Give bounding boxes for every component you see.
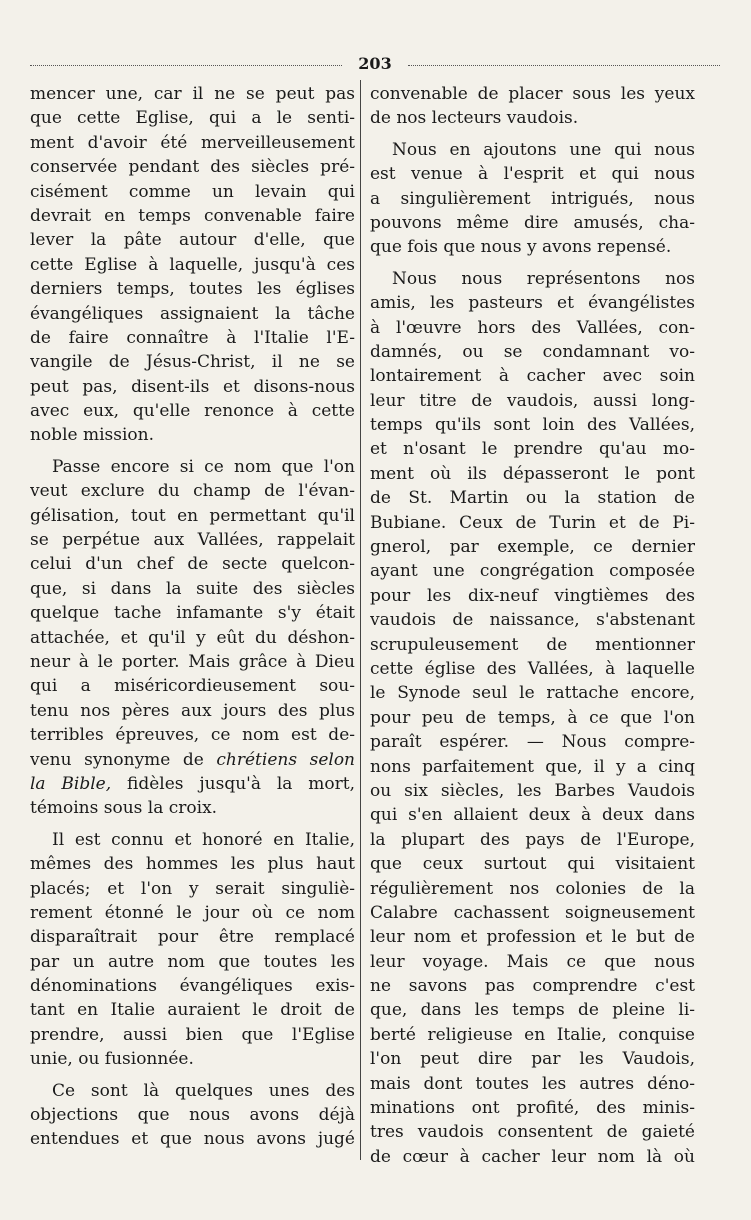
text-run: veut exclure du champ de l'évan- [30, 481, 355, 502]
text-line [370, 633, 695, 657]
text-run: que, si dans la suite des siècles [30, 578, 355, 599]
text-line [370, 681, 695, 705]
text-run: cisément comme un levain qui [30, 181, 355, 202]
text-line [370, 559, 695, 583]
text-run: mencer une, car il ne se peut pas [30, 84, 355, 104]
text-run: que, dans les temps de pleine li- [370, 1000, 695, 1021]
text-run: berté religieuse en Italie, conquise [370, 1024, 695, 1045]
text-run: placés; et l'on y serait singuliè- [30, 878, 355, 899]
text-run: peut pas, disent-ils et disons-nous [30, 376, 355, 397]
text-line [30, 528, 355, 552]
text-run: tant en Italie auraient le droit de [30, 1000, 355, 1021]
text-line [30, 326, 355, 350]
text-line [370, 413, 695, 437]
text-run: damnés, ou se condamnant vo- [370, 341, 695, 362]
text-run: tenu nos pères aux jours des plus [30, 700, 355, 721]
text-line [370, 340, 695, 364]
text-run: objections que nous avons déjà [30, 1105, 355, 1126]
text-run: que cette Eglise, qui a le senti- [30, 108, 355, 129]
text-line [370, 584, 695, 608]
text-line [370, 211, 695, 235]
text-line [370, 608, 695, 632]
text-run: de nos lecteurs vaudois. [370, 108, 579, 129]
text-line [370, 1023, 695, 1047]
text-run: se perpétue aux Vallées, rappelait [30, 530, 355, 551]
text-line [30, 901, 355, 925]
text-line [30, 674, 355, 698]
text-run: conservée pendant des siècles pré- [30, 157, 355, 178]
text-line [370, 462, 695, 486]
text-run: Il est connu et honoré en Italie, [52, 829, 355, 850]
text-run: venu synonyme de [30, 749, 217, 770]
text-line [30, 650, 355, 674]
text-line [30, 1047, 355, 1071]
text-run: avec eux, qu'elle renonce à cette [30, 401, 355, 422]
text-run: minations ont profité, des minis- [370, 1098, 695, 1119]
text-line [370, 730, 695, 754]
text-line [30, 350, 355, 374]
text-line [30, 253, 355, 277]
text-run: Bubiane. Ceux de Turin et de Pi- [370, 512, 695, 533]
text-line [30, 106, 355, 130]
text-run: nons parfaitement que, il y a cinq [370, 756, 695, 777]
text-line [30, 796, 355, 820]
text-run: rement étonné le jour où ce nom [30, 902, 355, 923]
text-line [370, 877, 695, 901]
text-run: a singulièrement intrigués, nous [370, 188, 695, 209]
text-line [30, 131, 355, 155]
text-line [30, 699, 355, 723]
text-run: leur voyage. Mais ce que nous [370, 951, 695, 972]
text-run: cette église des Vallées, à laquelle [370, 658, 695, 679]
text-line [30, 626, 355, 650]
text-run: Calabre cachassent soigneusement [370, 902, 695, 923]
text-line [370, 535, 695, 559]
text-run: gélisation, tout en permettant qu'il [30, 505, 355, 526]
text-line [370, 706, 695, 730]
text-line [370, 106, 695, 130]
text-run: ne savons pas comprendre c'est [370, 976, 695, 997]
right-text-column [370, 82, 695, 1169]
text-line [30, 852, 355, 876]
text-run: Passe encore si ce nom que l'on [52, 456, 355, 477]
text-run: lontairement à cacher avec soin [370, 366, 695, 387]
text-line [30, 204, 355, 228]
text-run: que fois que nous y avons repensé. [370, 237, 672, 258]
text-line [370, 901, 695, 925]
text-run: de faire connaître à l'Italie l'E- [30, 327, 355, 348]
text-line [30, 479, 355, 503]
text-run: temps qu'ils sont loin des Vallées, [370, 415, 695, 436]
text-run: par un autre nom que toutes les [30, 951, 355, 972]
text-run: le Synode seul le rattache encore, [370, 683, 695, 704]
text-run: dénominations évangéliques exis- [30, 976, 355, 997]
text-line [370, 267, 695, 291]
text-line [30, 455, 355, 479]
text-run: pour peu de temps, à ce que l'on [370, 707, 695, 728]
text-line [370, 779, 695, 803]
text-line [30, 155, 355, 179]
text-line [370, 316, 695, 340]
text-run: devrait en temps convenable faire [30, 205, 355, 226]
text-run: Nous nous représentons nos [392, 268, 695, 289]
text-run: à l'œuvre hors des Vallées, con- [370, 317, 695, 338]
text-line [30, 375, 355, 399]
text-run: pouvons même dire amusés, cha- [370, 212, 695, 233]
page-header [30, 52, 720, 76]
text-run: fidèles jusqu'à la mort, [111, 773, 355, 794]
page-number: 203 [358, 54, 392, 73]
text-line [370, 82, 695, 106]
text-line [30, 748, 355, 772]
header-rule-right [408, 65, 720, 66]
text-run: mêmes des hommes les plus haut [30, 854, 355, 875]
text-run: entendues et que nous avons jugé [30, 1129, 355, 1150]
text-line [370, 162, 695, 186]
text-line [30, 1103, 355, 1127]
text-line [370, 187, 695, 211]
text-run: vangile de Jésus-Christ, il ne se [30, 352, 355, 373]
text-run: terribles épreuves, ce nom est de- [30, 725, 355, 746]
text-line [30, 925, 355, 949]
text-line [30, 228, 355, 252]
text-line [30, 950, 355, 974]
text-run: ayant une congrégation composée [370, 561, 695, 582]
text-line [30, 998, 355, 1022]
text-line [30, 1023, 355, 1047]
text-run: et n'osant le prendre qu'au mo- [370, 439, 695, 460]
text-line [370, 1120, 695, 1144]
text-line [30, 723, 355, 747]
text-line [370, 657, 695, 681]
text-run: la plupart des pays de l'Europe, [370, 829, 695, 850]
italic-text-run: la Bible, [30, 773, 112, 794]
text-line [30, 277, 355, 301]
text-line [30, 974, 355, 998]
text-line [370, 755, 695, 779]
text-run: régulièrement nos colonies de la [370, 878, 695, 899]
text-line [370, 852, 695, 876]
text-run: unie, ou fusionnée. [30, 1049, 194, 1070]
text-run: témoins sous la croix. [30, 798, 218, 819]
text-run: pour les dix-neuf vingtièmes des [370, 585, 695, 606]
text-line [370, 437, 695, 461]
text-run: ou six siècles, les Barbes Vaudois [370, 780, 695, 801]
text-run: lever la pâte autour d'elle, que [30, 230, 355, 251]
text-line [30, 82, 355, 106]
text-run: attachée, et qu'il y eût du déshon- [30, 627, 355, 648]
text-line [370, 486, 695, 510]
text-run: Ce sont là quelques unes des [52, 1080, 355, 1101]
text-run: qui s'en allaient deux à deux dans [370, 805, 695, 826]
text-run: que ceux surtout qui visitaient [370, 854, 695, 875]
text-run: Nous en ajoutons une qui nous [392, 139, 695, 160]
text-line [30, 828, 355, 852]
text-line [30, 504, 355, 528]
text-line [30, 302, 355, 326]
column-divider [360, 80, 361, 1160]
text-line [30, 552, 355, 576]
text-run: de St. Martin ou la station de [370, 488, 695, 509]
text-run: l'on peut dire par les Vaudois, [370, 1049, 695, 1070]
text-run: leur titre de vaudois, aussi long- [370, 390, 695, 411]
text-line [370, 925, 695, 949]
text-line [370, 1096, 695, 1120]
text-line [30, 180, 355, 204]
text-line [370, 364, 695, 388]
text-run: gnerol, par exemple, ce dernier [370, 537, 695, 558]
text-run: qui a miséricordieusement sou- [30, 676, 355, 697]
text-run: prendre, aussi bien que l'Eglise [30, 1024, 355, 1045]
text-run: convenable de placer sous les yeux [370, 84, 695, 104]
text-run: disparaîtrait pour être remplacé [30, 927, 355, 948]
text-run: noble mission. [30, 425, 154, 446]
text-line [370, 998, 695, 1022]
text-run: paraît espérer. — Nous compre- [370, 732, 695, 753]
left-text-column [30, 82, 355, 1152]
text-run: est venue à l'esprit et qui nous [370, 164, 695, 185]
text-line [30, 577, 355, 601]
text-run: amis, les pasteurs et évangélistes [370, 293, 695, 314]
text-run: derniers temps, toutes les églises [30, 279, 355, 300]
text-line [370, 974, 695, 998]
text-line [370, 1047, 695, 1071]
text-line [370, 511, 695, 535]
text-run: mais dont toutes les autres déno- [370, 1073, 695, 1094]
text-run: ment d'avoir été merveilleusement [30, 132, 355, 153]
text-run: de cœur à cacher leur nom là où [370, 1146, 695, 1167]
text-line [30, 772, 355, 796]
text-run: celui d'un chef de secte quelcon- [30, 554, 355, 575]
text-line [370, 950, 695, 974]
text-line [370, 389, 695, 413]
text-line [30, 1127, 355, 1151]
text-run: neur à le porter. Mais grâce à Dieu [30, 651, 355, 672]
text-line [30, 1079, 355, 1103]
text-line [370, 138, 695, 162]
text-line [370, 803, 695, 827]
text-run: tres vaudois consentent de gaieté [370, 1122, 695, 1143]
italic-text-run: chrétiens selon [216, 749, 355, 770]
text-line [30, 601, 355, 625]
text-run: quelque tache infamante s'y était [30, 603, 355, 624]
text-line [370, 828, 695, 852]
text-run: vaudois de naissance, s'abstenant [370, 610, 695, 631]
text-line [370, 291, 695, 315]
text-line [370, 1072, 695, 1096]
text-run: évangéliques assignaient la tâche [30, 303, 355, 324]
text-line [30, 399, 355, 423]
text-line [30, 423, 355, 447]
text-run: cette Eglise à laquelle, jusqu'à ces [30, 254, 355, 275]
text-line [370, 1145, 695, 1169]
text-run: ment où ils dépasseront le pont [370, 463, 695, 484]
text-line [370, 235, 695, 259]
text-run: scrupuleusement de mentionner [370, 634, 695, 655]
text-run: leur nom et profession et le but de [370, 927, 695, 948]
text-line [30, 877, 355, 901]
